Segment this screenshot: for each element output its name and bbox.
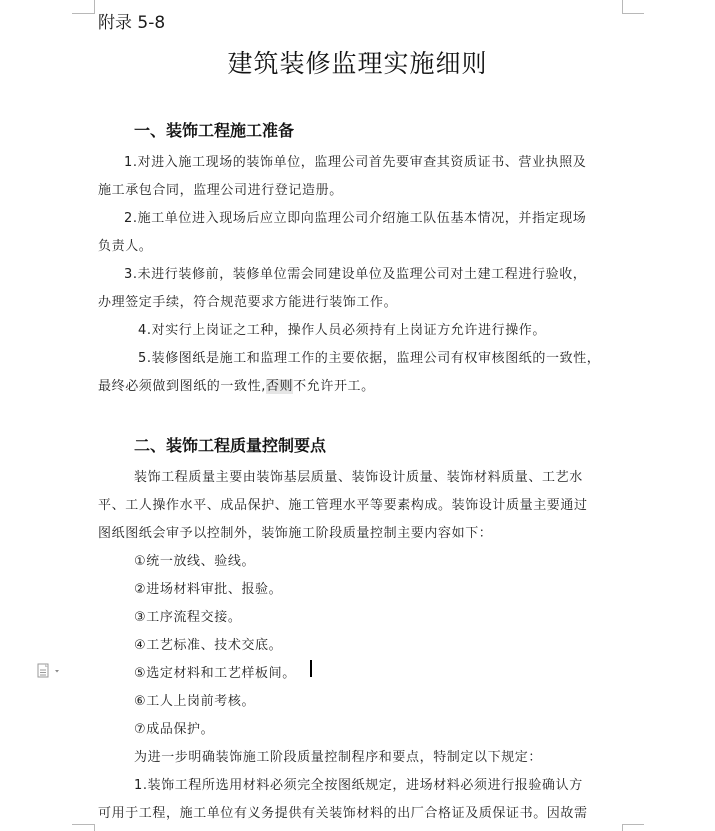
paragraph-line: 装饰工程质量主要由装饰基层质量、装饰设计质量、装饰材料质量、工艺水 (134, 470, 583, 485)
list-item: ④工艺标准、技术交底。 (134, 638, 283, 653)
list-item: ①统一放线、验线。 (134, 554, 256, 569)
list-item: ②进场材料审批、报验。 (134, 582, 283, 597)
list-item: ⑤选定材料和工艺样板间。 (134, 666, 296, 681)
list-item: ⑥工人上岗前考核。 (134, 694, 256, 709)
paragraph-line: 3.未进行装修前，装修单位需会同建设单位及监理公司对土建工程进行验收， (124, 267, 587, 282)
section-heading-preparation: 一、装饰工程施工准备 (134, 121, 295, 140)
crop-mark (94, 0, 95, 14)
crop-mark (622, 13, 644, 14)
text-run: 不允许开工。 (293, 379, 375, 394)
section-heading-quality-control: 二、装饰工程质量控制要点 (134, 436, 327, 455)
paragraph-line: 办理签定手续，符合规范要求方能进行装饰工作。 (98, 295, 398, 310)
crop-mark (622, 824, 623, 831)
crop-mark (94, 824, 95, 831)
appendix-label: 附录 5-8 (98, 13, 166, 33)
crop-mark (72, 824, 94, 825)
paste-options-icon[interactable] (36, 663, 64, 679)
paragraph-line: 图纸图纸会审予以控制外，装饰施工阶段质量控制主要内容如下： (98, 526, 493, 541)
paragraph-line: 可用于工程，施工单位有义务提供有关装饰材料的出厂合格证及质保证书。因故需 (98, 806, 588, 821)
text-run: 最终必须做到图纸的一致性, (98, 379, 266, 394)
list-item: ⑦成品保护。 (134, 722, 215, 737)
selected-text[interactable]: 否则 (265, 379, 294, 394)
paragraph-line: 平、工人操作水平、成品保护、施工管理水平等要素构成。装饰设计质量主要通过 (98, 498, 588, 513)
crop-mark (622, 824, 644, 825)
paragraph-line: 2.施工单位进入现场后应立即向监理公司介绍施工队伍基本情况，并指定现场 (124, 211, 587, 226)
list-item: ③工序流程交接。 (134, 610, 242, 625)
paragraph-line: 4.对实行上岗证之工种，操作人员必须持有上岗证方允许进行操作。 (138, 323, 547, 338)
text-cursor (310, 660, 312, 677)
paragraph-line (98, 375, 375, 394)
paragraph-line: 1.装饰工程所选用材料必须完全按图纸规定，进场材料必须进行报验确认方 (134, 778, 583, 793)
paragraph-line: 5.装修图纸是施工和监理工作的主要依据，监理公司有权审核图纸的一致性， (138, 351, 601, 366)
document-title: 建筑装修监理实施细则 (227, 49, 488, 78)
paragraph-line: 负责人。 (98, 239, 153, 254)
crop-mark (72, 13, 94, 14)
crop-mark (622, 0, 623, 14)
paragraph-line: 1.对进入施工现场的装饰单位，监理公司首先要审查其资质证书、营业执照及 (124, 155, 587, 170)
paragraph-line: 施工承包合同，监理公司进行登记造册。 (98, 183, 343, 198)
paragraph-line: 为进一步明确装饰施工阶段质量控制程序和要点，特制定以下规定： (134, 750, 543, 765)
